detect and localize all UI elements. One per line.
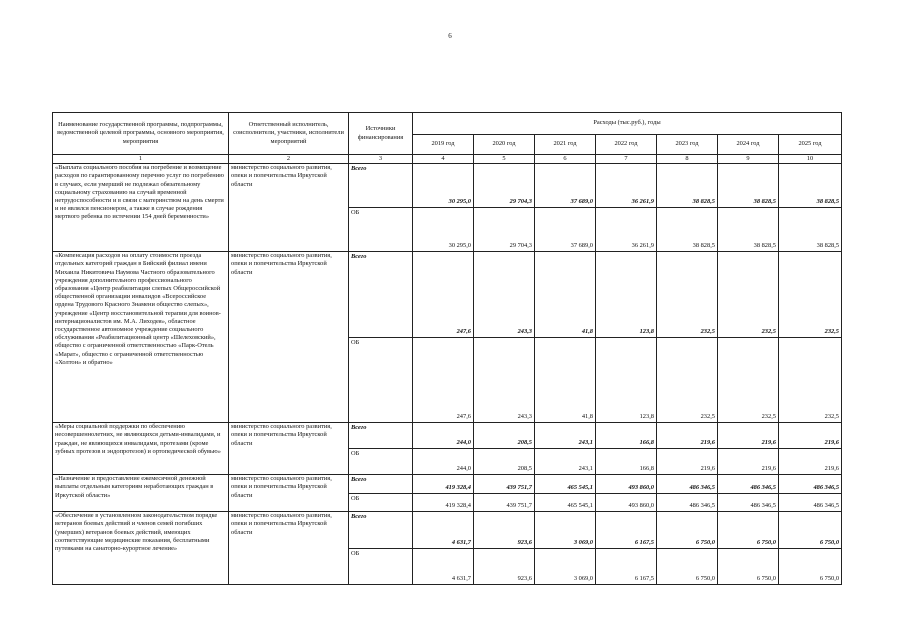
ob-value: 38 828,5: [816, 242, 840, 249]
total-value: 36 261,9: [596, 164, 656, 208]
column-number: 1: [53, 155, 229, 164]
year-value-cell: [413, 475, 474, 512]
total-value: 4 631,7: [413, 512, 473, 549]
column-number: 3: [349, 155, 413, 164]
column-number: 4: [413, 155, 474, 164]
year-value-cell: [779, 252, 842, 423]
source-total-label: Всего: [349, 475, 412, 494]
ob-value: 232,5: [700, 413, 715, 420]
ob-value: 486 346,5: [813, 502, 840, 509]
ob-value: 219,6: [700, 465, 715, 472]
source-ob-label: ОБ: [351, 549, 360, 557]
total-value: 41,8: [535, 252, 595, 338]
year-value-cell: [657, 512, 718, 585]
ob-value: 38 828,5: [753, 242, 776, 249]
year-value-cell: [596, 252, 657, 423]
column-number: 10: [779, 155, 842, 164]
source-ob-label: ОБ: [351, 494, 360, 502]
year-value-cell: [535, 164, 596, 252]
table-row: [53, 423, 842, 475]
header-source: Источники финансирования: [349, 113, 413, 155]
year-value-cell: [718, 252, 779, 423]
year-value-cell: [779, 512, 842, 585]
total-value: 6 750,0: [657, 512, 717, 549]
year-value-cell: [657, 475, 718, 512]
source-total-label: Всего: [349, 164, 412, 208]
header-expenses: Расходы (тыс.руб.), годы: [413, 113, 842, 135]
executor-name: министерство социального развития, опеки и попечительства Иркутской области: [229, 164, 349, 252]
ob-value: 37 689,0: [570, 242, 593, 249]
column-number: 5: [474, 155, 535, 164]
ob-value: 6 750,0: [695, 575, 715, 582]
year-value-cell: [413, 512, 474, 585]
year-value-cell: [779, 475, 842, 512]
year-value-cell: [535, 252, 596, 423]
year-value-cell: [718, 475, 779, 512]
ob-value: 465 545,1: [567, 502, 593, 509]
column-number: 2: [229, 155, 349, 164]
year-value-cell: [596, 512, 657, 585]
ob-value: 219,6: [761, 465, 776, 472]
ob-value: 6 167,5: [634, 575, 654, 582]
year-value-cell: [413, 164, 474, 252]
total-value: 244,0: [413, 423, 473, 449]
ob-value: 219,6: [824, 465, 840, 472]
year-value-cell: [474, 164, 535, 252]
ob-value: 232,5: [761, 413, 776, 420]
source-total-label: Всего: [349, 252, 412, 338]
ob-value: 6 750,0: [819, 575, 840, 582]
total-value: 38 828,5: [779, 164, 841, 208]
total-value: 166,8: [596, 423, 656, 449]
source-ob-label: ОБ: [351, 209, 360, 217]
year-header: 2022 год: [596, 135, 657, 155]
ob-value: 4 631,7: [451, 575, 471, 582]
year-value-cell: [474, 252, 535, 423]
year-value-cell: [596, 475, 657, 512]
total-value: 6 750,0: [718, 512, 778, 549]
total-value: 6 167,5: [596, 512, 656, 549]
measure-name: «Компенсация расходов на оплату стоимости проезда отдельных категорий граждан в Бийский филиал имени Михаила Никитовича Наумова Частного образовательного учреждения дополнительного профессионального образования «Центр реабилитации слепых Общероссийской общественной организации инвалидов «Всероссийское ордена Трудового Красного Знамени общество слепых», учреждение «Центр восстановительной терапии для воинов-интернационалистов им. М.А. Лиходея», областное государственное автономное учреждение социального обслуживания «Реабилитационный центр «Шелеховский», общество с ограниченной ответственностью «Парк-Отель «Марат», общество с ограниченной ответственностью «Холтон» и обратно»: [53, 252, 229, 423]
table-row: [53, 512, 842, 585]
ob-value: 29 704,3: [509, 242, 532, 249]
source-ob-label: ОБ: [351, 338, 360, 346]
ob-value: 243,1: [578, 465, 593, 472]
total-value: 486 346,5: [779, 475, 841, 494]
table-row: [53, 164, 842, 252]
page-number: 6: [448, 32, 452, 40]
ob-value: 419 328,4: [445, 502, 471, 509]
year-value-cell: [413, 423, 474, 475]
total-value: 219,6: [718, 423, 778, 449]
year-value-cell: [474, 423, 535, 475]
total-value: 219,6: [657, 423, 717, 449]
total-value: 232,5: [657, 252, 717, 338]
total-value: 37 689,0: [535, 164, 595, 208]
column-number: 9: [718, 155, 779, 164]
year-value-cell: [596, 423, 657, 475]
total-value: 243,3: [474, 252, 534, 338]
year-value-cell: [413, 252, 474, 423]
budget-table: [52, 112, 842, 585]
funding-source-cell: [349, 512, 413, 585]
total-value: 493 860,0: [596, 475, 656, 494]
ob-value: 166,8: [639, 465, 654, 472]
header-executor: Ответственный исполнитель, соисполнители, участники, исполнители мероприятий: [229, 113, 349, 155]
year-header: 2025 год: [779, 135, 842, 155]
ob-value: 486 346,5: [689, 502, 715, 509]
total-value: 923,6: [474, 512, 534, 549]
source-ob-label: ОБ: [351, 450, 360, 458]
ob-value: 30 295,0: [448, 242, 471, 249]
measure-name: «Обеспечение в установленном законодательством порядке ветеранов боевых действий и членов семей погибших (умерших) ветеранов боевых действий, имеющих соответствующие медицинские показания, бесплатными путевками на санаторно-курортное лечение»: [53, 512, 229, 585]
column-number-row: [53, 155, 842, 164]
column-number: 6: [535, 155, 596, 164]
ob-value: 439 751,7: [506, 502, 532, 509]
total-value: 243,1: [535, 423, 595, 449]
year-value-cell: [535, 423, 596, 475]
ob-value: 923,6: [517, 575, 532, 582]
column-number: 8: [657, 155, 718, 164]
executor-name: министерство социального развития, опеки и попечительства Иркутской области: [229, 475, 349, 512]
year-value-cell: [779, 423, 842, 475]
total-value: 6 750,0: [779, 512, 841, 549]
column-number: 7: [596, 155, 657, 164]
year-value-cell: [474, 512, 535, 585]
total-value: 247,6: [413, 252, 473, 338]
total-value: 30 295,0: [413, 164, 473, 208]
ob-value: 232,5: [824, 413, 840, 420]
ob-value: 243,3: [517, 413, 532, 420]
measure-name: «Выплата социального пособия на погребение и возмещение расходов по гарантированному перечню услуг по погребению в случаях, если умерший не подлежал обязательному социальному страхованию на случай временной нетрудоспособности и в связи с материнством на день смерти и не являлся пенсионером, а также в случае рождения мертвого ребенка по истечении 154 дней беременности»: [53, 164, 229, 252]
year-header: 2023 год: [657, 135, 718, 155]
table-row: [53, 475, 842, 512]
total-value: 486 346,5: [718, 475, 778, 494]
year-value-cell: [718, 512, 779, 585]
ob-value: 244,0: [456, 465, 471, 472]
ob-value: 3 069,0: [573, 575, 593, 582]
funding-source-cell: [349, 475, 413, 512]
year-value-cell: [535, 475, 596, 512]
funding-source-cell: [349, 423, 413, 475]
total-value: 38 828,5: [718, 164, 778, 208]
year-header: 2024 год: [718, 135, 779, 155]
ob-value: 123,8: [639, 413, 654, 420]
source-total-label: Всего: [349, 512, 412, 549]
total-value: 219,6: [779, 423, 841, 449]
total-value: 486 346,5: [657, 475, 717, 494]
source-total-label: Всего: [349, 423, 412, 449]
year-value-cell: [657, 164, 718, 252]
year-value-cell: [718, 423, 779, 475]
total-value: 123,8: [596, 252, 656, 338]
year-value-cell: [535, 512, 596, 585]
total-value: 419 328,4: [413, 475, 473, 494]
year-value-cell: [474, 475, 535, 512]
ob-value: 6 750,0: [756, 575, 776, 582]
executor-name: министерство социального развития, опеки и попечительства Иркутской области: [229, 252, 349, 423]
year-value-cell: [596, 164, 657, 252]
total-value: 439 751,7: [474, 475, 534, 494]
total-value: 232,5: [718, 252, 778, 338]
executor-name: министерство социального развития, опеки и попечительства Иркутской области: [229, 512, 349, 585]
header-name: Наименование государственной программы, подпрограммы, ведомственной целевой программы, основного мероприятия, мероприятия: [53, 113, 229, 155]
table-row: [53, 252, 842, 423]
measure-name: «Назначение и предоставление ежемесячной денежной выплаты отдельным категориям неработающих граждан в Иркутской области»: [53, 475, 229, 512]
year-header: 2020 год: [474, 135, 535, 155]
ob-value: 208,5: [517, 465, 532, 472]
year-value-cell: [657, 423, 718, 475]
ob-value: 41,8: [581, 413, 593, 420]
total-value: 29 704,3: [474, 164, 534, 208]
year-header: 2021 год: [535, 135, 596, 155]
total-value: 232,5: [779, 252, 841, 338]
year-value-cell: [718, 164, 779, 252]
year-value-cell: [657, 252, 718, 423]
ob-value: 493 860,0: [628, 502, 654, 509]
funding-source-cell: [349, 252, 413, 423]
total-value: 3 069,0: [535, 512, 595, 549]
ob-value: 486 346,5: [750, 502, 776, 509]
total-value: 208,5: [474, 423, 534, 449]
total-value: 465 545,1: [535, 475, 595, 494]
funding-source-cell: [349, 164, 413, 252]
ob-value: 36 261,9: [631, 242, 654, 249]
ob-value: 247,6: [456, 413, 471, 420]
total-value: 38 828,5: [657, 164, 717, 208]
year-value-cell: [779, 164, 842, 252]
executor-name: министерство социального развития, опеки и попечительства Иркутской области: [229, 423, 349, 475]
measure-name: «Меры социальной поддержки по обеспечению несовершеннолетних, не являющихся детьми-инвалидами, и граждан, не являющихся инвалидами, протезами (кроме зубных протезов и эндопротезов) и ортопедической обувью»: [53, 423, 229, 475]
ob-value: 38 828,5: [692, 242, 715, 249]
year-header: 2019 год: [413, 135, 474, 155]
